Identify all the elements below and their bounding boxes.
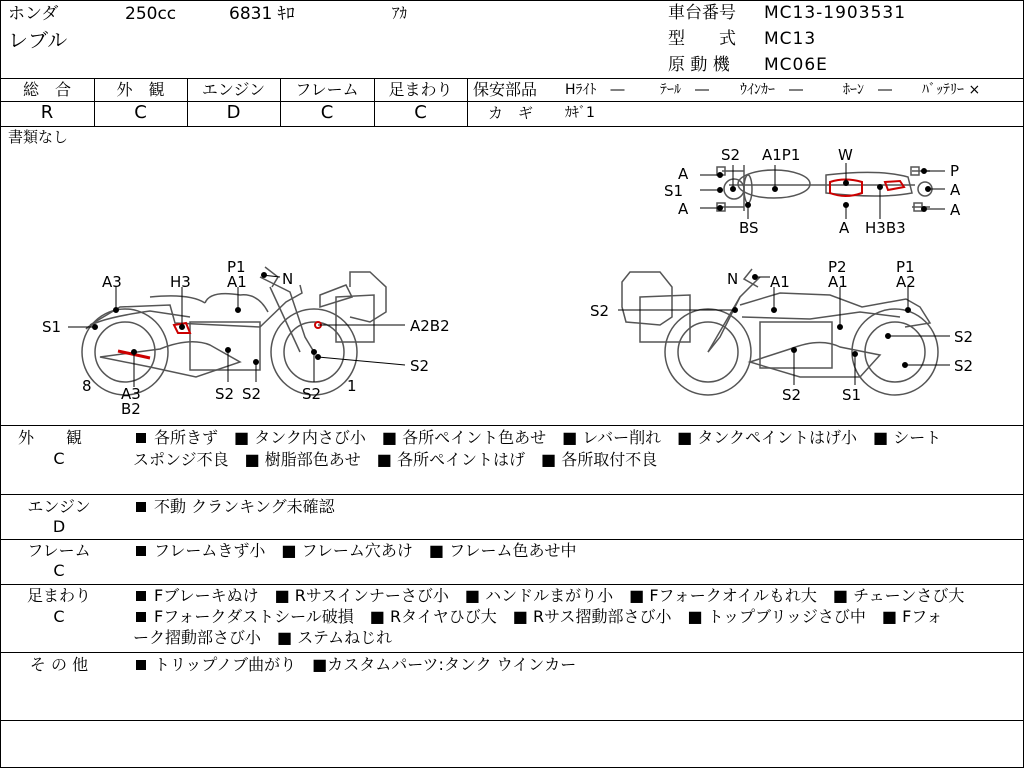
suspension-score-label: 足まわり: [388, 80, 453, 99]
section-label: エンジン: [27, 497, 91, 516]
diag-label: A2: [896, 273, 916, 291]
diag-label: S2: [242, 385, 262, 403]
diag-label: N: [282, 270, 294, 288]
documents-status: 書類なし: [8, 128, 69, 146]
type-label: 型 式: [668, 29, 736, 49]
section-grade: C: [53, 561, 65, 580]
bullet-icon: [136, 612, 146, 622]
exterior-grade: C: [134, 102, 147, 123]
diag-label: W: [838, 146, 853, 164]
section-line: フレームきず小 ■ フレーム穴あけ ■ フレーム色あせ中: [154, 541, 577, 560]
diag-label: P2: [828, 258, 847, 276]
section-line: ーク摺動部さび小 ■ ステムねじれ: [133, 628, 393, 647]
exterior-label: 外 観: [116, 80, 165, 99]
engine-score-label: エンジン: [201, 80, 266, 99]
diag-label: S2: [782, 386, 802, 404]
bullet-icon: [136, 591, 146, 601]
diag-label: B2: [121, 400, 141, 418]
frame-no: MC13-1903531: [764, 3, 907, 23]
bullet-icon: [136, 502, 146, 512]
diag-label: S2: [215, 385, 235, 403]
safety-horn: ﾎｰﾝ ―: [843, 82, 892, 98]
divider: [0, 494, 1024, 495]
diag-label: A1: [828, 273, 848, 291]
diag-label: S1: [842, 386, 862, 404]
section-label: 足まわり: [26, 586, 91, 605]
diag-label: A1: [770, 273, 790, 291]
divider: [0, 584, 1024, 585]
displacement: 250cc: [125, 4, 177, 24]
color: ｱｶ: [392, 4, 408, 22]
diag-label: A: [950, 181, 961, 199]
divider: [0, 78, 1024, 79]
diag-label: A3: [121, 385, 141, 403]
diag-label: P1: [896, 258, 915, 276]
diag-label: P1: [227, 258, 246, 276]
diag-label: S2: [302, 385, 322, 403]
diag-label: H3B3: [865, 219, 906, 237]
section-label: フレーム: [27, 541, 91, 560]
engine-grade: D: [226, 102, 241, 123]
section-line: Fブレーキぬけ ■ Rサスインナーさび小 ■ ハンドルまがり小 ■ Fフォークオイルもれ大 ■ チェーンさび大: [154, 586, 965, 605]
divider: [0, 652, 1024, 653]
diag-label: 8: [82, 377, 92, 395]
section-line: スポンジ不良 ■ 樹脂部色あせ ■ 各所ペイントはげ ■ 各所取付不良: [133, 450, 658, 469]
diag-label: A3: [102, 273, 122, 291]
diag-label: A: [678, 200, 689, 218]
diag-label: P: [950, 162, 960, 180]
diag-label: N: [727, 270, 739, 288]
section-line: Fフォークダストシール破損 ■ Rタイヤひび大 ■ Rサス摺動部さび小 ■ トップブリッジさび中 ■ Fフォ: [154, 607, 943, 626]
diag-label: BS: [739, 219, 759, 237]
diag-label: S2: [590, 302, 610, 320]
diag-label: S2: [721, 146, 741, 164]
suspension-grade: C: [414, 102, 427, 123]
frame-grade: C: [320, 102, 334, 123]
safety-headlight: Hﾗｲﾄ ―: [565, 82, 625, 98]
diag-label: A1: [227, 273, 247, 291]
diag-label: A: [950, 201, 961, 219]
key-count: ｶｷﾞ1: [565, 105, 595, 121]
safety-label: 保安部品: [473, 80, 538, 99]
diag-label: A: [678, 165, 689, 183]
safety-winker: ｳｲﾝｶｰ ―: [740, 82, 803, 98]
section-line: 不動 クランキング未確認: [154, 497, 335, 516]
bullet-icon: [136, 546, 146, 556]
bullet-icon: [136, 433, 146, 443]
diag-label: A: [839, 219, 850, 237]
overall-label: 総 合: [22, 80, 71, 99]
motorcycle-diagram: [0, 127, 1024, 425]
section-label: そ の 他: [29, 655, 89, 674]
divider: [467, 101, 1024, 102]
section-label: 外 観: [17, 428, 82, 447]
engine-model: MC06E: [764, 55, 828, 75]
diag-label: S2: [954, 357, 974, 375]
section-grade: D: [52, 517, 66, 536]
section-line: 各所きず ■ タンク内さび小 ■ 各所ペイント色あせ ■ レバー削れ ■ タンクペイントはげ小 ■ シート: [154, 428, 942, 447]
diag-label: H3: [170, 273, 191, 291]
diag-label: A2B2: [410, 317, 450, 335]
divider: [0, 425, 1024, 426]
divider: [0, 539, 1024, 540]
key-label: カ ギ: [488, 104, 534, 122]
diag-label: 1: [347, 377, 357, 395]
divider: [0, 720, 1024, 721]
divider: [467, 78, 468, 126]
safety-battery: ﾊﾞｯﾃﾘｰ ×: [922, 82, 981, 98]
type-value: MC13: [764, 29, 817, 49]
section-grade: C: [53, 607, 65, 626]
section-line: トリップノブ曲がり ■カスタムパーツ:タンク ウインカー: [154, 655, 577, 674]
overall-grade: R: [40, 102, 54, 123]
diag-label: S1: [42, 318, 62, 336]
diag-label: S1: [664, 182, 684, 200]
frame-score-label: フレーム: [295, 80, 359, 99]
diag-label: S2: [954, 328, 974, 346]
section-grade: C: [53, 449, 65, 468]
engine-label: 原 動 機: [668, 55, 730, 75]
model-name: レブル: [8, 28, 68, 52]
mileage: 6831 ｷﾛ: [229, 4, 295, 24]
diag-label: A1P1: [762, 146, 801, 164]
maker: ホンダ: [8, 4, 59, 24]
safety-tail: ﾃｰﾙ ―: [660, 82, 709, 98]
diag-label: S2: [410, 357, 430, 375]
bullet-icon: [136, 660, 146, 670]
frame-no-label: 車台番号: [668, 3, 736, 23]
